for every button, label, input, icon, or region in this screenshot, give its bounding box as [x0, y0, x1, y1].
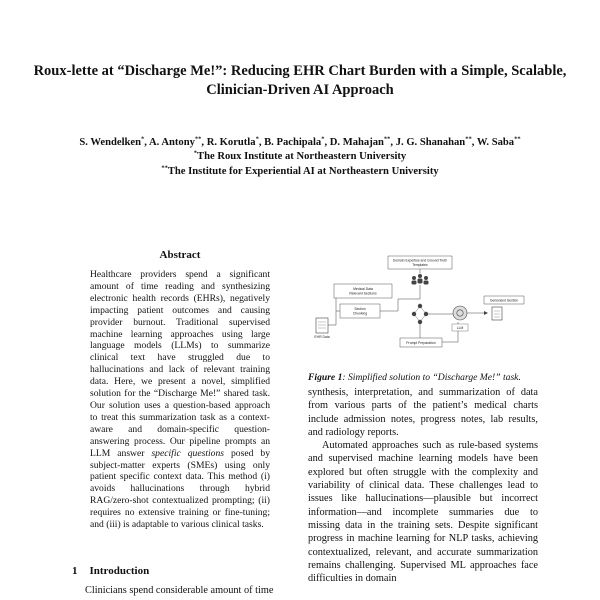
paragraph: Automated approaches such as rule-based systems and supervised machine learning models have been explored but often struggle with the complexity and variability of clinical data. These challenges lead to issues like hallucinations—plausible but incorrect information—and incomplete summaries due to missing data in the training sets. Despite significant progress in machine learning for NLP tasks, achieving contextualized, relevant, and accurate summarization remains challenging. Supervised ML approaches face difficulties in domain — [308, 440, 538, 585]
section-label: Section — [354, 307, 366, 311]
generated-document-icon — [492, 307, 502, 320]
llm-label: LLM — [456, 326, 464, 330]
author: D. Mahajan**, — [329, 135, 396, 148]
paragraph: synthesis, interpretation, and summarization of data from various parts of the patient’s medical charts include admission notes, progress notes, lab results, and radiology reports. — [308, 387, 538, 438]
figure-caption: Figure 1: Simplified solution to “Discharge Me!” task. — [308, 372, 521, 383]
question-cluster-icon — [412, 304, 428, 324]
body-column-right — [308, 386, 538, 585]
sme-label-2: Templates — [412, 263, 428, 267]
section-label-2: Chunking — [352, 311, 368, 316]
affiliation: *The Roux Institute at Northeastern University — [193, 149, 407, 162]
intro-paragraph: Clinicians spend considerable amount of time — [85, 585, 274, 596]
question-label: Prompt Preparation — [406, 341, 436, 345]
author: J. G. Shanahan**, — [395, 135, 477, 148]
author: S. Wendelken*, — [79, 135, 149, 148]
people-icon — [412, 274, 429, 285]
source-label-2: Relevant Sections — [349, 291, 377, 296]
llm-icon — [453, 306, 467, 320]
author: R. Korutla*, — [206, 135, 265, 148]
source-label: Medical Data — [353, 287, 373, 291]
sme-label: Domain Expertise and Ground Truth — [392, 258, 448, 263]
affiliation: **The Institute for Experiential AI at Northeastern University — [161, 164, 439, 177]
author: W. Saba** — [476, 135, 521, 148]
section-heading: 1 Introduction — [72, 565, 150, 577]
ehr-label: EHR Data — [314, 335, 330, 339]
abstract-body: Healthcare providers spend a significant amount of time reading and synthesizing electronic health records (EHRs), negatively impacting patient outcomes and causing provider burnout. Traditional supervised machine learning approaches using large language models (LLMs) to summarize clinical text have struggled due to hallucinations and lack of relevant training data. Here, we present a novel, simplified solution for the “Discharge Me!” shared task. Our solution uses a question-based approach to treat this summarization task as a context-aware and domain-specific question-answering process. Our pipeline prompts an LLM answer specific questions posed by subject-matter experts (SMEs) using only patient specific context data. This method (i) avoids hallucinations through hybrid RAG/zero-shot contextualized prompting; (ii) requires no extensive training or fine-tuning; and (iii) is adaptable to various clinical tasks. — [90, 269, 270, 531]
ehr-document-icon — [316, 318, 328, 333]
pipeline-figure — [308, 254, 536, 362]
abstract-heading: Abstract — [159, 249, 201, 261]
output-label: Generated Section — [489, 298, 519, 303]
author: A. Antony**, — [148, 135, 207, 148]
paper-title: Roux-lette at “Discharge Me!”: Reducing EHR Chart Burden with a Simple, Scalable, Clinician-Driven AI Approach — [33, 63, 567, 98]
author-list — [20, 136, 580, 149]
author: B. Pachipala*, — [264, 135, 330, 148]
